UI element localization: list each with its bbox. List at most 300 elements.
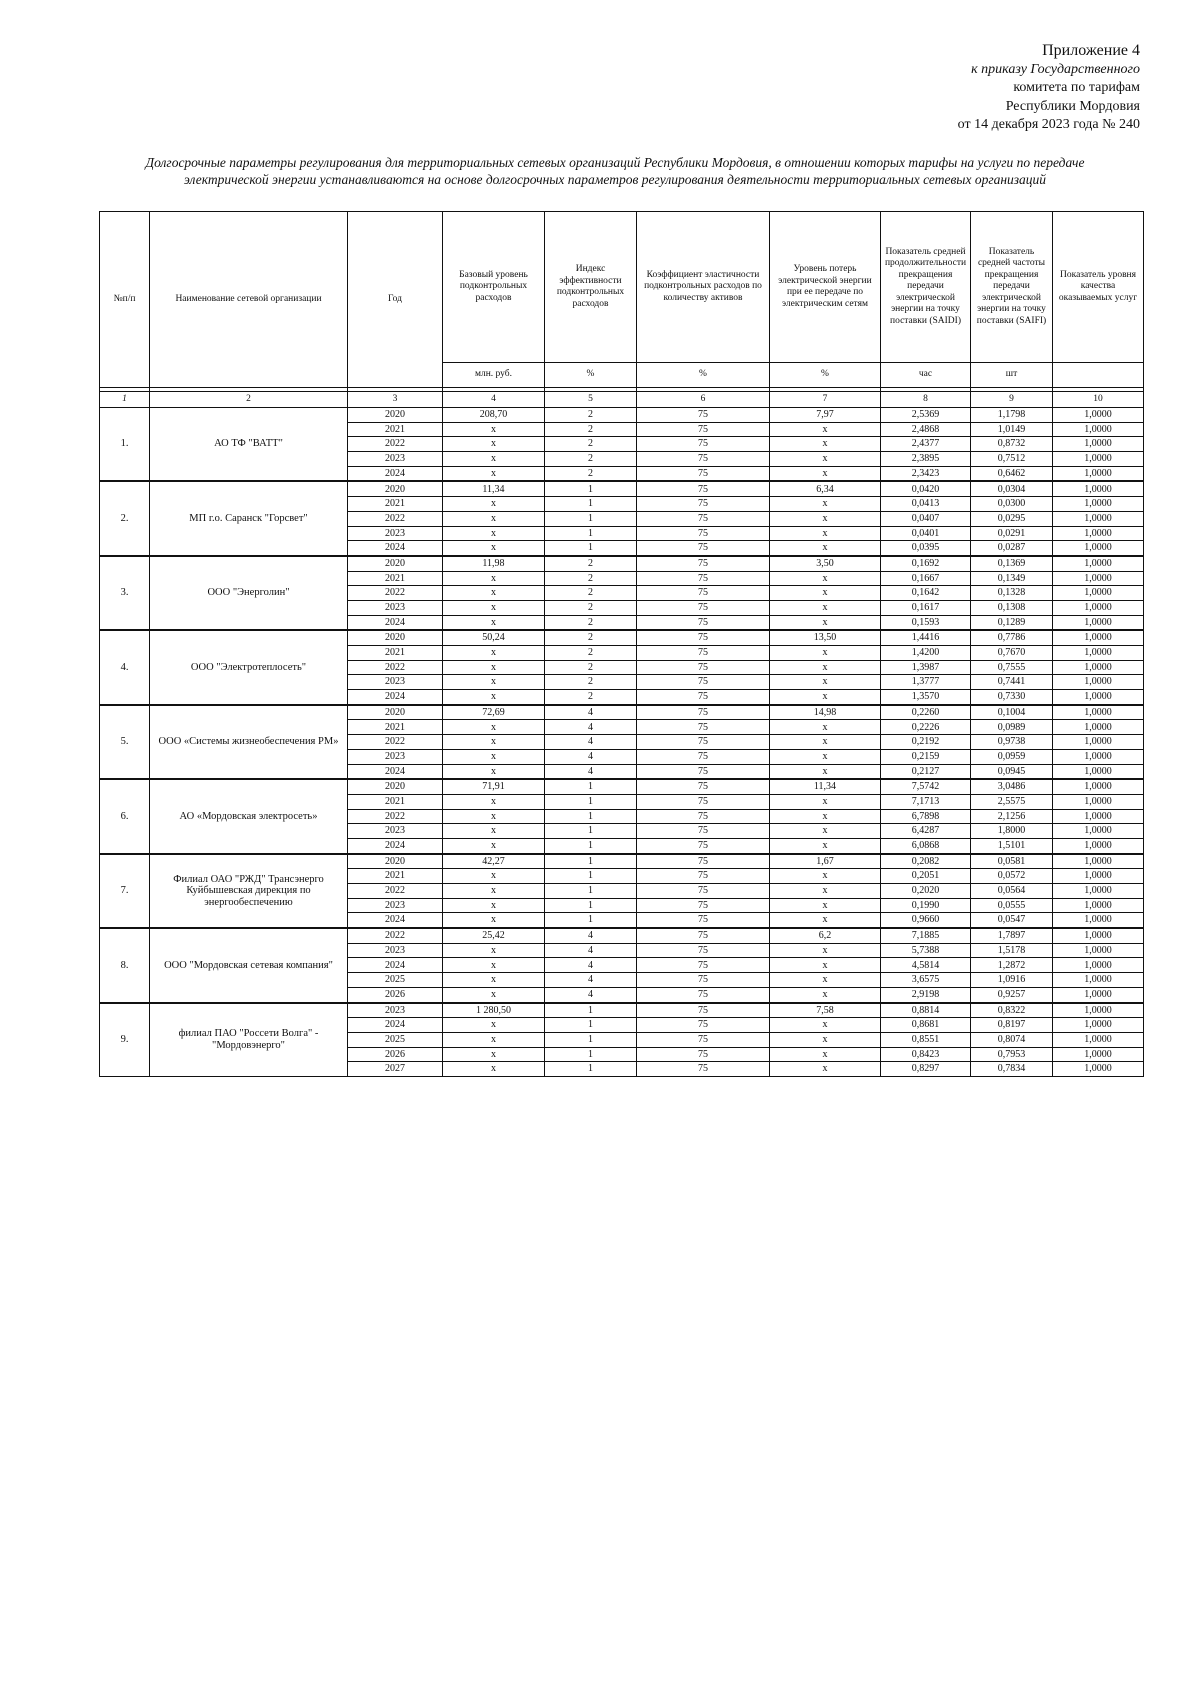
- saifi-cell: 0,6462: [971, 466, 1053, 481]
- org-name: МП г.о. Саранск "Горсвет": [150, 481, 348, 555]
- losses-cell: x: [770, 720, 881, 735]
- year-cell: 2023: [348, 898, 443, 913]
- saidi-cell: 2,4377: [881, 437, 971, 452]
- losses-cell: 1,67: [770, 854, 881, 869]
- elasticity-cell: 75: [637, 764, 770, 779]
- table-row: [100, 1003, 1144, 1018]
- saidi-cell: 6,7898: [881, 809, 971, 824]
- org-name: ООО "Энерголин": [150, 556, 348, 630]
- elasticity-cell: 75: [637, 987, 770, 1002]
- saidi-cell: 4,5814: [881, 958, 971, 973]
- quality-cell: 1,0000: [1053, 511, 1144, 526]
- saifi-cell: 0,0287: [971, 541, 1053, 556]
- efficiency-index-cell: 4: [545, 705, 637, 720]
- year-cell: 2027: [348, 1062, 443, 1077]
- year-cell: 2023: [348, 600, 443, 615]
- year-cell: 2022: [348, 735, 443, 750]
- year-cell: 2022: [348, 511, 443, 526]
- losses-cell: x: [770, 1018, 881, 1033]
- efficiency-index-cell: 2: [545, 571, 637, 586]
- elasticity-cell: 75: [637, 913, 770, 928]
- elasticity-cell: 75: [637, 838, 770, 853]
- column-headers: [100, 212, 1144, 363]
- saifi-cell: 1,7897: [971, 928, 1053, 943]
- quality-cell: 1,0000: [1053, 749, 1144, 764]
- year-cell: 2022: [348, 586, 443, 601]
- efficiency-index-cell: 2: [545, 690, 637, 705]
- saidi-cell: 0,1642: [881, 586, 971, 601]
- base-level-cell: 11,98: [443, 556, 545, 571]
- quality-cell: 1,0000: [1053, 958, 1144, 973]
- saidi-cell: 3,6575: [881, 973, 971, 988]
- saifi-cell: 0,0304: [971, 481, 1053, 496]
- efficiency-index-cell: 4: [545, 720, 637, 735]
- elasticity-cell: 75: [637, 437, 770, 452]
- base-level-cell: x: [443, 1062, 545, 1077]
- losses-cell: x: [770, 690, 881, 705]
- col-header-year: Год: [348, 212, 443, 388]
- column-number: 2: [150, 392, 348, 408]
- unit-cell: %: [770, 363, 881, 388]
- quality-cell: 1,0000: [1053, 497, 1144, 512]
- saifi-cell: 1,2872: [971, 958, 1053, 973]
- elasticity-cell: 75: [637, 571, 770, 586]
- efficiency-index-cell: 4: [545, 958, 637, 973]
- base-level-cell: x: [443, 1032, 545, 1047]
- saidi-cell: 0,2159: [881, 749, 971, 764]
- efficiency-index-cell: 4: [545, 928, 637, 943]
- losses-cell: 7,97: [770, 408, 881, 423]
- quality-cell: 1,0000: [1053, 764, 1144, 779]
- efficiency-index-cell: 1: [545, 869, 637, 884]
- saidi-cell: 0,0395: [881, 541, 971, 556]
- saifi-cell: 1,1798: [971, 408, 1053, 423]
- quality-cell: 1,0000: [1053, 928, 1144, 943]
- saifi-cell: 0,0547: [971, 913, 1053, 928]
- column-number: 9: [971, 392, 1053, 408]
- base-level-cell: x: [443, 675, 545, 690]
- year-cell: 2024: [348, 913, 443, 928]
- year-cell: 2023: [348, 526, 443, 541]
- losses-cell: x: [770, 452, 881, 467]
- losses-cell: x: [770, 511, 881, 526]
- losses-cell: x: [770, 615, 881, 630]
- losses-cell: x: [770, 987, 881, 1002]
- year-cell: 2020: [348, 854, 443, 869]
- saidi-cell: 0,0401: [881, 526, 971, 541]
- efficiency-index-cell: 4: [545, 943, 637, 958]
- year-cell: 2022: [348, 928, 443, 943]
- quality-cell: 1,0000: [1053, 720, 1144, 735]
- table-row: [100, 481, 1144, 496]
- saidi-cell: 7,5742: [881, 779, 971, 794]
- quality-cell: 1,0000: [1053, 838, 1144, 853]
- elasticity-cell: 75: [637, 824, 770, 839]
- losses-cell: x: [770, 1062, 881, 1077]
- quality-cell: 1,0000: [1053, 466, 1144, 481]
- table-body: [100, 408, 1144, 1077]
- efficiency-index-cell: 1: [545, 809, 637, 824]
- order-date-line: от 14 декабря 2023 года № 240: [957, 117, 1140, 132]
- base-level-cell: 1 280,50: [443, 1003, 545, 1018]
- year-cell: 2020: [348, 779, 443, 794]
- quality-cell: 1,0000: [1053, 1047, 1144, 1062]
- quality-cell: 1,0000: [1053, 1062, 1144, 1077]
- elasticity-cell: 75: [637, 452, 770, 467]
- saidi-cell: 0,1617: [881, 600, 971, 615]
- year-cell: 2020: [348, 556, 443, 571]
- efficiency-index-cell: 4: [545, 735, 637, 750]
- col-header-quality: Показатель уровня качества оказываемых услуг: [1053, 212, 1144, 363]
- losses-cell: x: [770, 660, 881, 675]
- appendix-label: Приложение 4: [1042, 42, 1140, 59]
- quality-cell: 1,0000: [1053, 735, 1144, 750]
- unit-cell: %: [545, 363, 637, 388]
- year-cell: 2022: [348, 660, 443, 675]
- order-reference-line: к приказу Государственного: [971, 61, 1140, 77]
- org-name: АО ТФ "ВАТТ": [150, 408, 348, 482]
- saifi-cell: 1,5178: [971, 943, 1053, 958]
- column-numbers-row: [100, 392, 1144, 408]
- saidi-cell: 5,7388: [881, 943, 971, 958]
- year-cell: 2021: [348, 794, 443, 809]
- efficiency-index-cell: 1: [545, 824, 637, 839]
- saifi-cell: 0,7512: [971, 452, 1053, 467]
- saidi-cell: 0,1990: [881, 898, 971, 913]
- elasticity-cell: 75: [637, 466, 770, 481]
- elasticity-cell: 75: [637, 1062, 770, 1077]
- quality-cell: 1,0000: [1053, 660, 1144, 675]
- efficiency-index-cell: 1: [545, 854, 637, 869]
- column-number: 5: [545, 392, 637, 408]
- quality-cell: 1,0000: [1053, 437, 1144, 452]
- efficiency-index-cell: 2: [545, 646, 637, 661]
- efficiency-index-cell: 1: [545, 497, 637, 512]
- saifi-cell: 0,8322: [971, 1003, 1053, 1018]
- efficiency-index-cell: 2: [545, 422, 637, 437]
- column-number: 7: [770, 392, 881, 408]
- year-cell: 2023: [348, 675, 443, 690]
- quality-cell: 1,0000: [1053, 705, 1144, 720]
- efficiency-index-cell: 1: [545, 913, 637, 928]
- saidi-cell: 0,1692: [881, 556, 971, 571]
- saidi-cell: 6,4287: [881, 824, 971, 839]
- elasticity-cell: 75: [637, 1003, 770, 1018]
- saidi-cell: 0,1667: [881, 571, 971, 586]
- efficiency-index-cell: 1: [545, 1018, 637, 1033]
- saifi-cell: 0,1004: [971, 705, 1053, 720]
- saifi-cell: 0,7834: [971, 1062, 1053, 1077]
- losses-cell: x: [770, 675, 881, 690]
- quality-cell: 1,0000: [1053, 869, 1144, 884]
- efficiency-index-cell: 1: [545, 838, 637, 853]
- base-level-cell: 208,70: [443, 408, 545, 423]
- quality-cell: 1,0000: [1053, 526, 1144, 541]
- year-cell: 2020: [348, 705, 443, 720]
- losses-cell: 11,34: [770, 779, 881, 794]
- saifi-cell: 0,8197: [971, 1018, 1053, 1033]
- elasticity-cell: 75: [637, 958, 770, 973]
- losses-cell: x: [770, 422, 881, 437]
- unit-cell: [1053, 363, 1144, 388]
- saifi-cell: 0,1289: [971, 615, 1053, 630]
- base-level-cell: x: [443, 824, 545, 839]
- year-cell: 2021: [348, 497, 443, 512]
- efficiency-index-cell: 1: [545, 511, 637, 526]
- base-level-cell: x: [443, 898, 545, 913]
- org-number: 6.: [100, 779, 150, 853]
- elasticity-cell: 75: [637, 646, 770, 661]
- efficiency-index-cell: 2: [545, 615, 637, 630]
- efficiency-index-cell: 4: [545, 973, 637, 988]
- table-row: [100, 705, 1144, 720]
- saidi-cell: 0,2226: [881, 720, 971, 735]
- efficiency-index-cell: 2: [545, 452, 637, 467]
- saifi-cell: 1,8000: [971, 824, 1053, 839]
- col-header-elasticity: Коэффициент эластичности подконтрольных расходов по количеству активов: [637, 212, 770, 363]
- year-cell: 2020: [348, 630, 443, 645]
- quality-cell: 1,0000: [1053, 1032, 1144, 1047]
- saidi-cell: 7,1713: [881, 794, 971, 809]
- year-cell: 2023: [348, 943, 443, 958]
- base-level-cell: x: [443, 1018, 545, 1033]
- saidi-cell: 1,3777: [881, 675, 971, 690]
- year-cell: 2024: [348, 764, 443, 779]
- losses-cell: x: [770, 898, 881, 913]
- saidi-cell: 0,8423: [881, 1047, 971, 1062]
- quality-cell: 1,0000: [1053, 987, 1144, 1002]
- saifi-cell: 0,1308: [971, 600, 1053, 615]
- quality-cell: 1,0000: [1053, 541, 1144, 556]
- year-cell: 2025: [348, 1032, 443, 1047]
- quality-cell: 1,0000: [1053, 1018, 1144, 1033]
- column-number: 3: [348, 392, 443, 408]
- base-level-cell: x: [443, 615, 545, 630]
- efficiency-index-cell: 4: [545, 749, 637, 764]
- base-level-cell: x: [443, 690, 545, 705]
- org-name: АО «Мордовская электросеть»: [150, 779, 348, 853]
- saifi-cell: 3,0486: [971, 779, 1053, 794]
- org-number: 1.: [100, 408, 150, 482]
- saifi-cell: 0,7555: [971, 660, 1053, 675]
- saifi-cell: 0,7670: [971, 646, 1053, 661]
- quality-cell: 1,0000: [1053, 452, 1144, 467]
- efficiency-index-cell: 2: [545, 556, 637, 571]
- quality-cell: 1,0000: [1053, 630, 1144, 645]
- column-number: 6: [637, 392, 770, 408]
- quality-cell: 1,0000: [1053, 600, 1144, 615]
- committee-line: комитета по тарифам: [1013, 80, 1140, 95]
- losses-cell: 14,98: [770, 705, 881, 720]
- efficiency-index-cell: 2: [545, 660, 637, 675]
- column-number: 1: [100, 392, 150, 408]
- quality-cell: 1,0000: [1053, 481, 1144, 496]
- base-level-cell: x: [443, 735, 545, 750]
- quality-cell: 1,0000: [1053, 884, 1144, 899]
- saidi-cell: 0,8551: [881, 1032, 971, 1047]
- saidi-cell: 0,9660: [881, 913, 971, 928]
- org-number: 7.: [100, 854, 150, 928]
- saidi-cell: 0,1593: [881, 615, 971, 630]
- elasticity-cell: 75: [637, 586, 770, 601]
- saidi-cell: 2,5369: [881, 408, 971, 423]
- base-level-cell: x: [443, 958, 545, 973]
- base-level-cell: x: [443, 838, 545, 853]
- saifi-cell: 1,0149: [971, 422, 1053, 437]
- losses-cell: x: [770, 838, 881, 853]
- losses-cell: x: [770, 973, 881, 988]
- losses-cell: x: [770, 764, 881, 779]
- republic-line: Республики Мордовия: [1005, 98, 1140, 114]
- year-cell: 2022: [348, 809, 443, 824]
- saidi-cell: 1,3570: [881, 690, 971, 705]
- efficiency-index-cell: 1: [545, 794, 637, 809]
- saidi-cell: 0,8681: [881, 1018, 971, 1033]
- col-header-efficiency-index: Индекс эффективности подконтрольных расходов: [545, 212, 637, 363]
- losses-cell: x: [770, 794, 881, 809]
- year-cell: 2023: [348, 452, 443, 467]
- quality-cell: 1,0000: [1053, 556, 1144, 571]
- saifi-cell: 0,0564: [971, 884, 1053, 899]
- base-level-cell: x: [443, 466, 545, 481]
- efficiency-index-cell: 1: [545, 1003, 637, 1018]
- column-number: 4: [443, 392, 545, 408]
- elasticity-cell: 75: [637, 675, 770, 690]
- saidi-cell: 0,8297: [881, 1062, 971, 1077]
- year-cell: 2024: [348, 615, 443, 630]
- elasticity-cell: 75: [637, 1032, 770, 1047]
- saidi-cell: 6,0868: [881, 838, 971, 853]
- year-cell: 2024: [348, 690, 443, 705]
- quality-cell: 1,0000: [1053, 943, 1144, 958]
- quality-cell: 1,0000: [1053, 615, 1144, 630]
- unit-cell: шт: [971, 363, 1053, 388]
- elasticity-cell: 75: [637, 481, 770, 496]
- saifi-cell: 0,0295: [971, 511, 1053, 526]
- elasticity-cell: 75: [637, 526, 770, 541]
- efficiency-index-cell: 1: [545, 541, 637, 556]
- saifi-cell: 0,8732: [971, 437, 1053, 452]
- elasticity-cell: 75: [637, 1018, 770, 1033]
- efficiency-index-cell: 1: [545, 884, 637, 899]
- saifi-cell: 0,7786: [971, 630, 1053, 645]
- year-cell: 2026: [348, 1047, 443, 1062]
- unit-cell: час: [881, 363, 971, 388]
- quality-cell: 1,0000: [1053, 854, 1144, 869]
- year-cell: 2021: [348, 869, 443, 884]
- efficiency-index-cell: 4: [545, 987, 637, 1002]
- losses-cell: x: [770, 943, 881, 958]
- losses-cell: x: [770, 600, 881, 615]
- base-level-cell: x: [443, 973, 545, 988]
- base-level-cell: x: [443, 660, 545, 675]
- saidi-cell: 0,0413: [881, 497, 971, 512]
- col-header-base-level: Базовый уровень подконтрольных расходов: [443, 212, 545, 363]
- base-level-cell: 72,69: [443, 705, 545, 720]
- org-number: 5.: [100, 705, 150, 779]
- elasticity-cell: 75: [637, 556, 770, 571]
- year-cell: 2024: [348, 466, 443, 481]
- org-name: Филиал ОАО "РЖД" Трансэнерго Куйбышевская дирекция по энергообеспечению: [150, 854, 348, 928]
- year-cell: 2026: [348, 987, 443, 1002]
- saifi-cell: 1,5101: [971, 838, 1053, 853]
- base-level-cell: x: [443, 422, 545, 437]
- quality-cell: 1,0000: [1053, 824, 1144, 839]
- efficiency-index-cell: 2: [545, 408, 637, 423]
- quality-cell: 1,0000: [1053, 646, 1144, 661]
- elasticity-cell: 75: [637, 408, 770, 423]
- efficiency-index-cell: 2: [545, 466, 637, 481]
- elasticity-cell: 75: [637, 511, 770, 526]
- saifi-cell: 0,1328: [971, 586, 1053, 601]
- elasticity-cell: 75: [637, 973, 770, 988]
- base-level-cell: x: [443, 720, 545, 735]
- losses-cell: 7,58: [770, 1003, 881, 1018]
- efficiency-index-cell: 1: [545, 526, 637, 541]
- base-level-cell: x: [443, 1047, 545, 1062]
- saifi-cell: 0,7441: [971, 675, 1053, 690]
- saifi-cell: 0,8074: [971, 1032, 1053, 1047]
- quality-cell: 1,0000: [1053, 675, 1144, 690]
- base-level-cell: x: [443, 913, 545, 928]
- base-level-cell: 71,91: [443, 779, 545, 794]
- quality-cell: 1,0000: [1053, 690, 1144, 705]
- elasticity-cell: 75: [637, 928, 770, 943]
- table-row: [100, 928, 1144, 943]
- org-name: филиал ПАО "Россети Волга" - "Мордовэнерго": [150, 1003, 348, 1077]
- losses-cell: x: [770, 913, 881, 928]
- col-header-num: №п/п: [100, 212, 150, 388]
- saifi-cell: 0,7953: [971, 1047, 1053, 1062]
- year-cell: 2023: [348, 1003, 443, 1018]
- base-level-cell: x: [443, 884, 545, 899]
- quality-cell: 1,0000: [1053, 408, 1144, 423]
- saifi-cell: 0,0300: [971, 497, 1053, 512]
- base-level-cell: 11,34: [443, 481, 545, 496]
- document-title: Долгосрочные параметры регулирования для территориальных сетевых организаций Республики Мордовия, в отношении которых тарифы на услуги по передаче электрической энергии устанавливаются на основе долгосрочных параметров регулирования деятельности территориальных сетевых организаций: [145, 155, 1085, 187]
- saifi-cell: 0,9257: [971, 987, 1053, 1002]
- saidi-cell: 2,3895: [881, 452, 971, 467]
- year-cell: 2022: [348, 884, 443, 899]
- year-cell: 2020: [348, 481, 443, 496]
- year-cell: 2024: [348, 541, 443, 556]
- col-header-saidi: Показатель средней продолжительности прекращения передачи электрической энергии на точку поставки (SAIDI): [881, 212, 971, 363]
- losses-cell: 6,2: [770, 928, 881, 943]
- quality-cell: 1,0000: [1053, 898, 1144, 913]
- saidi-cell: 2,4868: [881, 422, 971, 437]
- losses-cell: x: [770, 526, 881, 541]
- table-row: [100, 408, 1144, 423]
- saidi-cell: 2,9198: [881, 987, 971, 1002]
- losses-cell: x: [770, 437, 881, 452]
- efficiency-index-cell: 2: [545, 630, 637, 645]
- losses-cell: x: [770, 869, 881, 884]
- base-level-cell: x: [443, 987, 545, 1002]
- elasticity-cell: 75: [637, 541, 770, 556]
- saidi-cell: 0,2082: [881, 854, 971, 869]
- saifi-cell: 2,5575: [971, 794, 1053, 809]
- efficiency-index-cell: 1: [545, 1032, 637, 1047]
- table-row: [100, 854, 1144, 869]
- quality-cell: 1,0000: [1053, 973, 1144, 988]
- base-level-cell: x: [443, 526, 545, 541]
- saifi-cell: 0,1369: [971, 556, 1053, 571]
- saidi-cell: 0,2051: [881, 869, 971, 884]
- org-number: 9.: [100, 1003, 150, 1077]
- efficiency-index-cell: 2: [545, 600, 637, 615]
- elasticity-cell: 75: [637, 422, 770, 437]
- year-cell: 2024: [348, 838, 443, 853]
